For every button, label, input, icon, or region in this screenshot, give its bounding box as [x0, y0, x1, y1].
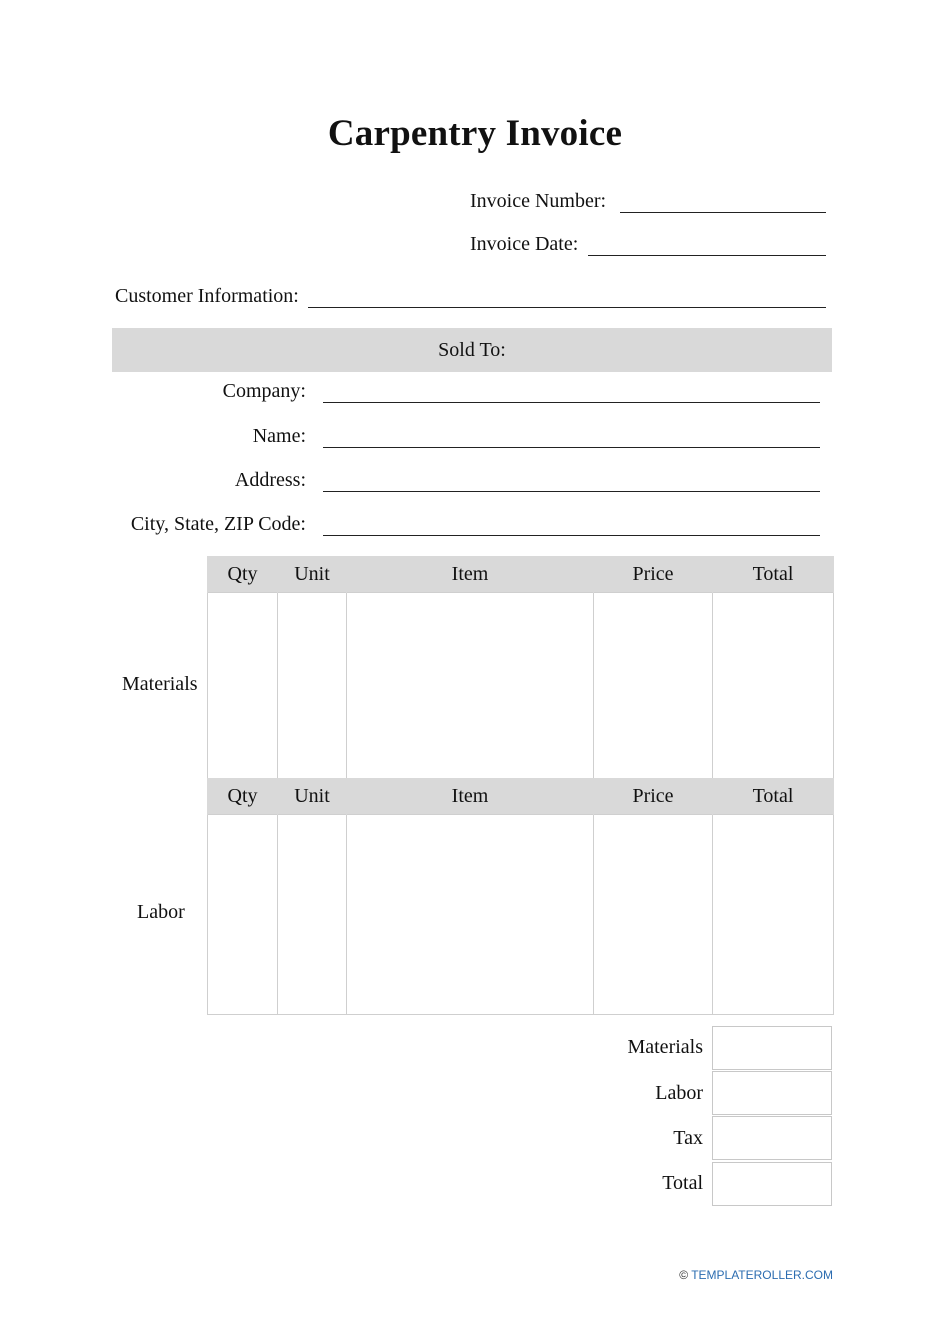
materials-qty-cell[interactable] — [208, 593, 278, 779]
labor-col-price: Price — [594, 778, 713, 815]
summary-tax-label: Tax — [673, 1127, 703, 1149]
materials-header-row — [208, 556, 834, 593]
labor-entry-row — [208, 815, 834, 1015]
labor-table — [207, 778, 834, 1015]
materials-price-cell[interactable] — [594, 593, 713, 779]
materials-item-cell[interactable] — [347, 593, 594, 779]
labor-section-label: Labor — [137, 901, 185, 923]
materials-col-qty: Qty — [208, 556, 278, 593]
invoice-date-label: Invoice Date: — [470, 233, 579, 255]
sold-to-band — [112, 328, 832, 372]
labor-col-total: Total — [713, 778, 834, 815]
summary-total-box[interactable] — [712, 1162, 832, 1206]
address-label: Address: — [234, 469, 306, 491]
labor-col-item: Item — [347, 778, 594, 815]
company-field[interactable] — [323, 402, 820, 403]
materials-unit-cell[interactable] — [278, 593, 347, 779]
invoice-number-field[interactable] — [620, 212, 826, 213]
templateroller-link[interactable]: TEMPLATEROLLER.COM — [691, 1268, 833, 1282]
summary-materials-label: Materials — [627, 1036, 703, 1058]
invoice-number-label: Invoice Number: — [470, 190, 607, 212]
name-label: Name: — [252, 425, 306, 447]
customer-info-label: Customer Information: — [115, 285, 299, 307]
copyright-symbol: © — [679, 1268, 689, 1282]
summary-total-label: Total — [662, 1172, 703, 1194]
summary-materials-box[interactable] — [712, 1026, 832, 1070]
labor-total-cell[interactable] — [713, 815, 834, 1015]
materials-total-cell[interactable] — [713, 593, 834, 779]
materials-entry-row — [208, 593, 834, 779]
summary-tax-box[interactable] — [712, 1116, 832, 1160]
footer-credit — [679, 1268, 833, 1282]
labor-header-row — [208, 778, 834, 815]
sold-to-label: Sold To: — [438, 338, 506, 361]
materials-col-unit: Unit — [278, 556, 347, 593]
labor-col-qty: Qty — [208, 778, 278, 815]
labor-item-cell[interactable] — [347, 815, 594, 1015]
address-field[interactable] — [323, 491, 820, 492]
labor-price-cell[interactable] — [594, 815, 713, 1015]
materials-section-label: Materials — [122, 673, 198, 695]
customer-info-field[interactable] — [308, 307, 826, 308]
materials-col-item: Item — [347, 556, 594, 593]
labor-qty-cell[interactable] — [208, 815, 278, 1015]
summary-labor-label: Labor — [655, 1082, 703, 1104]
materials-table — [207, 556, 834, 779]
summary-labor-box[interactable] — [712, 1071, 832, 1115]
invoice-date-field[interactable] — [588, 255, 826, 256]
city-state-zip-label: City, State, ZIP Code: — [130, 513, 306, 535]
materials-col-total: Total — [713, 556, 834, 593]
name-field[interactable] — [323, 447, 820, 448]
labor-unit-cell[interactable] — [278, 815, 347, 1015]
city-state-zip-field[interactable] — [323, 535, 820, 536]
materials-col-price: Price — [594, 556, 713, 593]
page-title: Carpentry Invoice — [327, 113, 623, 154]
labor-col-unit: Unit — [278, 778, 347, 815]
company-label: Company: — [222, 380, 306, 402]
